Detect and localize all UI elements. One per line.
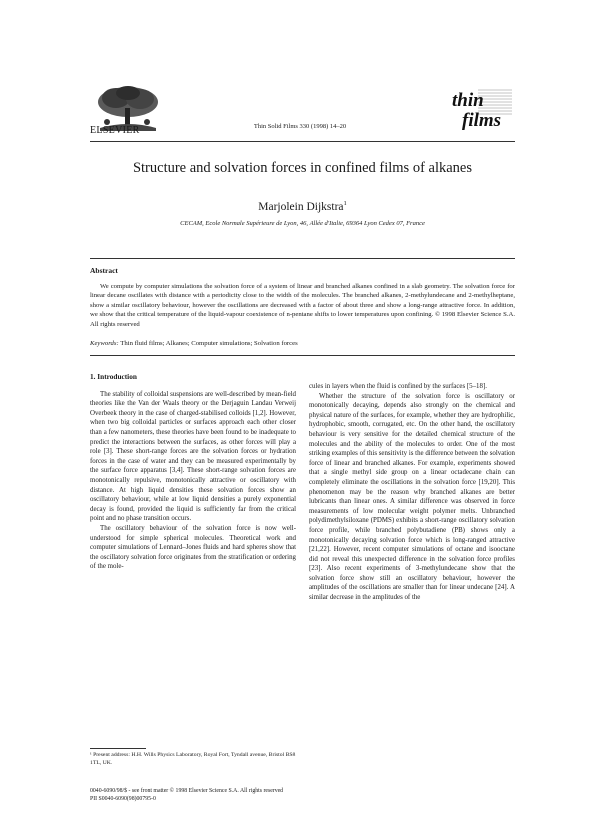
author-line: [90, 200, 515, 213]
keywords-line: [90, 340, 515, 347]
paragraph: The oscillatory behaviour of the solvation force is now well-understood for simple spherical molecules. Theoretical work and computer simulations of Lennard–Jones fluids and hard spheres show that the oscillatory solvation force originates from the stratification or ordering of the mole-: [90, 524, 296, 571]
author-name: Marjolein Dijkstra: [258, 200, 344, 213]
keywords-list: Thin fluid films; Alkanes; Computer simulations; Solvation forces: [120, 340, 298, 347]
pii-line: PII S0040-6090(98)00795-0: [90, 796, 156, 802]
author-affiliation: CECAM, Ecole Normale Supérieure de Lyon, 46, Allée d'Italie, 69364 Lyon Cedex 07, France: [180, 220, 425, 227]
footnote-rule: [90, 748, 146, 749]
thin-films-logo-icon: [448, 86, 514, 132]
logo-text-films: films: [462, 110, 502, 131]
header-rule: [90, 141, 515, 142]
author-footnote-mark: 1: [343, 200, 347, 207]
paragraph: The stability of colloidal suspensions are well-described by mean-field theories like the Van der Waals theory or the Derjaguin Landau Verweij Overbeek theory in the case of charged-stabilised colloids [1,2]. However, when two big colloidal particles or surfaces approach each other closer than a few nanometers, these theories have been found to be inadequate to predict the interactions between the surfaces, as other forces will play a role [3]. These short-range forces are the solvation forces or hydration forces in the case of water and they can be measured experimentally by the surface force apparatus [3,4]. These short-range solvation forces are monotonically repulsive, monotonically attractive or oscillatory with distance. At high liquid densities these solvation forces show an oscillatory behaviour, while at low liquid densities a purely exponential decay is found, provided the liquid is sufficiently far from the critical point and no phase transition occurs.: [90, 390, 296, 523]
copyright-line: 0040-6090/98/$ - see front matter © 1998 Elsevier Science S.A. All rights reserved: [90, 788, 284, 794]
front-matter: [90, 787, 390, 803]
section-heading: 1. Introduction: [90, 372, 137, 381]
paragraph: cules in layers when the fluid is confined by the surfaces [5–18].: [309, 383, 487, 390]
body-column-left: [90, 370, 296, 572]
logo-text-thin: thin: [452, 90, 484, 111]
keywords-label: Keywords:: [90, 340, 119, 347]
body-column-right: [309, 382, 515, 603]
abstract-heading: Abstract: [90, 266, 118, 275]
journal-citation: Thin Solid Films 330 (1998) 14–20: [253, 123, 347, 130]
publisher-name: ELSEVIER: [90, 125, 140, 136]
paragraph: Whether the structure of the solvation force is oscillatory or monotonically decaying, depends also strongly on the chemical and physical nature of the surfaces, for example, whether they are hydrophilic, hydrophobic, smooth, corrugated, etc. On the other hand, the oscillatory behaviour is very sensitive for the detailed chemical structure of the molecules and the ability of the molecules to order. One of the most striking examples of this sensitivity is the difference between the solvation force of linear and branched alkanes. For example, experiments showed that a single methyl side group on a linear octadecane chain can completely eliminate the oscillations in the solvation force [19,20]. This phenomenon may be the reason why branched alkanes are better lubricants than linear ones. A similar difference was observed in force measurements of low molecular weight polymer melts. Unbranched polydimethylsiloxane (PDMS) exhibits a short-range oscillatory solvation force profile, while branched polybutadiene (PB) shows only a monotonically decaying solvation force which is long-ranged attractive [21,22]. However, recent computer simulations of octane and isooctane did not reveal this unexpected difference in the solvation force profiles [23]. Also recent experiments of 3-methylundecane show that the solvation force show still an oscillatory behaviour, however the amplitudes of the oscillations are smaller than for linear undecane [24]. A similar decrease in the amplitudes of the: [309, 392, 515, 602]
abstract-bottom-rule: [90, 355, 515, 356]
footnote: ¹ Present address: H.H. Wills Physics Laboratory, Royal Fort, Tyndall avenue, Bristol BS8 1TL, UK.: [90, 752, 296, 766]
abstract-text: We compute by computer simulations the solvation force of a system of linear and branched alkanes confined in a slab geometry. The solvation force for linear decane oscillates with distance with a periodicity close to the width of the molecules. The branched alkanes, 2-methylundecane and 2-methylheptane, show a similar oscillatory behaviour, however the oscillations are decreased with a factor of about three and show a long-range attractive force. In addition, we show that the critical temperature of the liquid-vapour coexistence of n-pentane shifts to lower temperatures upon confining. © 1998 Elsevier Science S.A. All rights reserved: [90, 283, 515, 328]
article-title: Structure and solvation forces in confined films of alkanes: [132, 160, 473, 176]
abstract-top-rule: [90, 258, 515, 259]
